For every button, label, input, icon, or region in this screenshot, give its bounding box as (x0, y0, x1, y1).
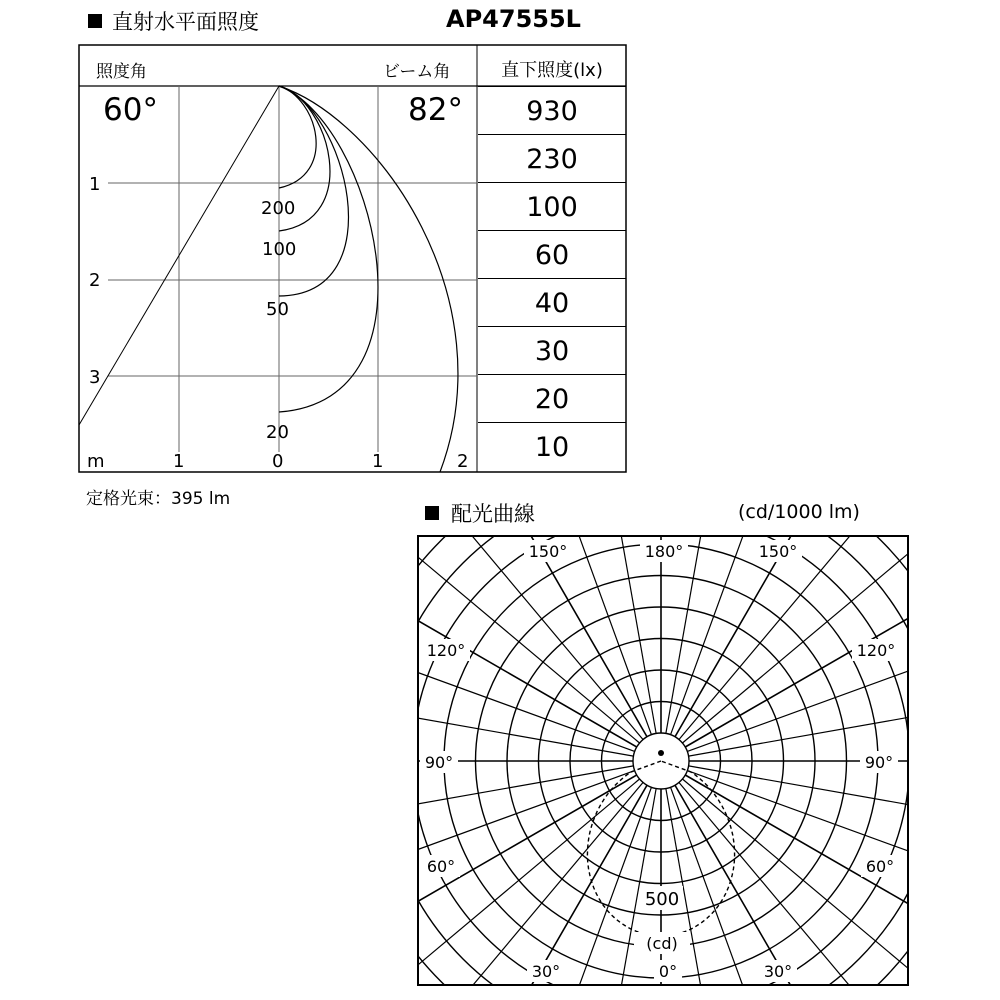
center-value-cell: 60 (478, 230, 626, 279)
center-value-cell: 10 (478, 422, 626, 472)
angle-label: 0° (658, 962, 678, 981)
illum-angle-label: 照度角 (96, 62, 147, 82)
angle-label: 150° (528, 542, 568, 561)
angle-label: 30° (531, 962, 561, 981)
x-axis-label: 2 (457, 451, 469, 472)
illuminance-title: 直射水平面照度 (112, 10, 259, 34)
angle-label: 180° (644, 542, 684, 561)
contour-label: 20 (266, 422, 289, 443)
center-value-cell: 30 (478, 326, 626, 375)
ring-value-label: 500 (644, 889, 680, 910)
angle-label: 30° (763, 962, 793, 981)
angle-label: 60° (426, 857, 456, 876)
contour-label: 50 (266, 299, 289, 320)
illum-angle-value: 60° (103, 92, 158, 128)
center-value-cell: 930 (478, 86, 626, 135)
angle-label: 120° (426, 641, 466, 660)
x-axis-label: 0 (272, 451, 284, 472)
angle-label: 90° (864, 753, 894, 772)
x-axis-label: 1 (173, 451, 185, 472)
depth-label: 1 (89, 174, 101, 195)
center-value-cell: 20 (478, 374, 626, 423)
angle-label: 90° (424, 753, 454, 772)
center-value-cell: 40 (478, 278, 626, 327)
beam-angle-label: ビーム角 (383, 62, 451, 82)
ring-unit-label: (cd) (646, 934, 678, 953)
x-axis-unit: m (87, 451, 105, 472)
rated-flux: 定格光束：395 lm (86, 489, 231, 509)
x-axis-label: 1 (372, 451, 384, 472)
center-marker (658, 750, 664, 756)
center-value-cell: 230 (478, 134, 626, 183)
depth-label: 3 (89, 367, 101, 388)
angle-label: 150° (758, 542, 798, 561)
distribution-title: 配光曲線 (451, 502, 535, 526)
center-illuminance-header: 直下照度(lx) (501, 60, 603, 81)
depth-label: 2 (89, 270, 101, 291)
contour-label: 200 (261, 198, 296, 219)
angle-label: 120° (856, 641, 896, 660)
distribution-unit: (cd/1000 lm) (738, 501, 860, 523)
contour-label: 100 (262, 239, 297, 260)
beam-angle-value: 82° (408, 92, 463, 128)
model-number: AP47555L (446, 5, 581, 33)
center-value-cell: 100 (478, 182, 626, 231)
angle-label: 60° (865, 857, 895, 876)
